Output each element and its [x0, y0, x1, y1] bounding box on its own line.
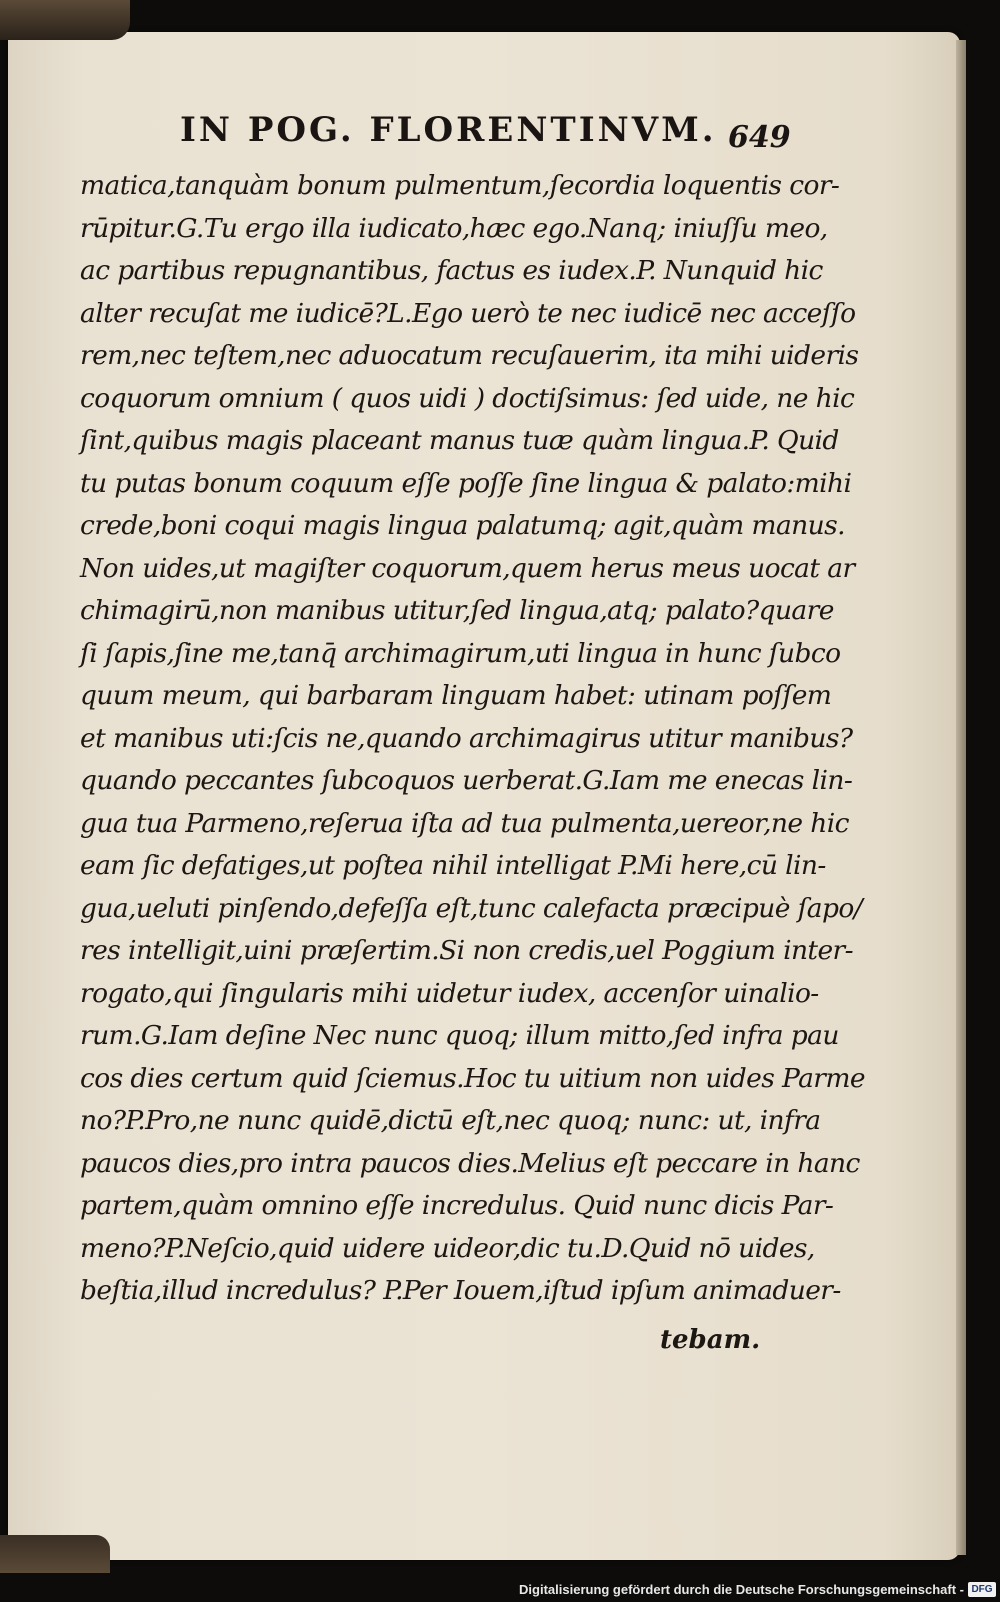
text-line: ſint,quibus magis placeant manus tuæ quàm lingua.P. Quid — [80, 425, 839, 456]
text-line: rum.G.Iam deſine Nec nunc quoq; illum mitto,ſed infra pau — [80, 1020, 839, 1051]
text-line: rogato,qui ſingularis mihi uidetur iudex, accenſor uinalio- — [80, 977, 819, 1009]
digitization-footer — [0, 1578, 1000, 1602]
text-line: alter recuſat me iudicē?L.Ego uerò te nec iudicē nec acceſſo — [80, 297, 856, 329]
text-line: partem,quàm omnino eſſe incredulus. Quid nunc dicis Par- — [80, 1190, 834, 1221]
text-line: cos dies certum quid ſciemus.Hoc tu uitium non uides Parme — [80, 1062, 865, 1094]
text-line: ac partibus repugnantibus, factus es iudex.P. Nunquid hic — [80, 255, 823, 286]
text-line: paucos dies,pro intra paucos dies.Melius eſt peccare in hanc — [80, 1147, 860, 1179]
text-line: quando peccantes ſubcoquos uerberat.G.Iam me enecas lin- — [80, 765, 853, 796]
binding-bottom-edge — [0, 1535, 110, 1573]
body-text — [80, 165, 865, 1313]
text-line: quum meum, qui barbaram linguam habet: utinam poſſem — [80, 680, 832, 711]
text-line: beſtia,illud incredulus? P.Per Iouem,iſtud ipſum animaduer- — [80, 1275, 841, 1306]
text-line: rem,nec teſtem,nec aduocatum recuſauerim, ita mihi uideris — [80, 340, 859, 371]
text-line: gua,ueluti pinſendo,defeſſa eſt,tunc calefacta præcipuè ſapo/ — [80, 892, 863, 924]
text-line: Non uides,ut magiſter coquorum,quem herus meus uocat ar — [80, 552, 855, 584]
text-line: chimagirū,non manibus utitur,ſed lingua,atq; palato?quare — [80, 595, 834, 626]
text-line: tu putas bonum coquum eſſe poſſe ſine lingua & palato:mihi — [80, 467, 852, 499]
text-line: res intelligit,uini præſertim.Si non credis,uel Poggium inter- — [80, 935, 853, 966]
text-line: ſi ſapis,ſine me,tanq̄ archimagirum,uti lingua in hunc ſubco — [80, 637, 841, 669]
text-line: matica,tanquàm bonum pulmentum,ſecordia loquentis cor- — [80, 170, 840, 201]
text-line: meno?P.Neſcio,quid uidere uideor,dic tu.D.Quid nō uides, — [80, 1232, 815, 1264]
dfg-logo: DFG — [968, 1582, 996, 1597]
text-line: crede,boni coqui magis lingua palatumq; agit,quàm manus. — [80, 510, 845, 541]
funding-credit: Digitalisierung gefördert durch die Deutsche Forschungsgemeinschaft - — [519, 1582, 964, 1597]
text-line: no?P.Pro,ne nunc quidē,dictū eſt,nec quoq; nunc: ut, infra — [80, 1105, 821, 1136]
catchword: tebam. — [660, 1325, 761, 1355]
running-title: IN POG. FLORENTINVM. — [180, 110, 717, 150]
binding-top-edge — [0, 0, 130, 40]
text-line: gua tua Parmeno,reſerua iſta ad tua pulmenta,uereor,ne hic — [80, 807, 849, 839]
page-number: 649 — [728, 120, 791, 155]
text-line: rūpitur.G.Tu ergo illa iudicato,hæc ego.Nanq; iniuſſu meo, — [80, 212, 828, 244]
text-line: eam ſic defatiges,ut poſtea nihil intelligat P.Mi here,cū lin- — [80, 850, 826, 881]
text-line: coquorum omnium ( quos uidi ) doctiſsimus: ſed uide, ne hic — [80, 382, 855, 414]
text-line: et manibus uti:ſcis ne,quando archimagirus utitur manibus? — [80, 722, 853, 754]
page-fore-edge — [956, 40, 966, 1555]
page-header — [180, 110, 800, 160]
